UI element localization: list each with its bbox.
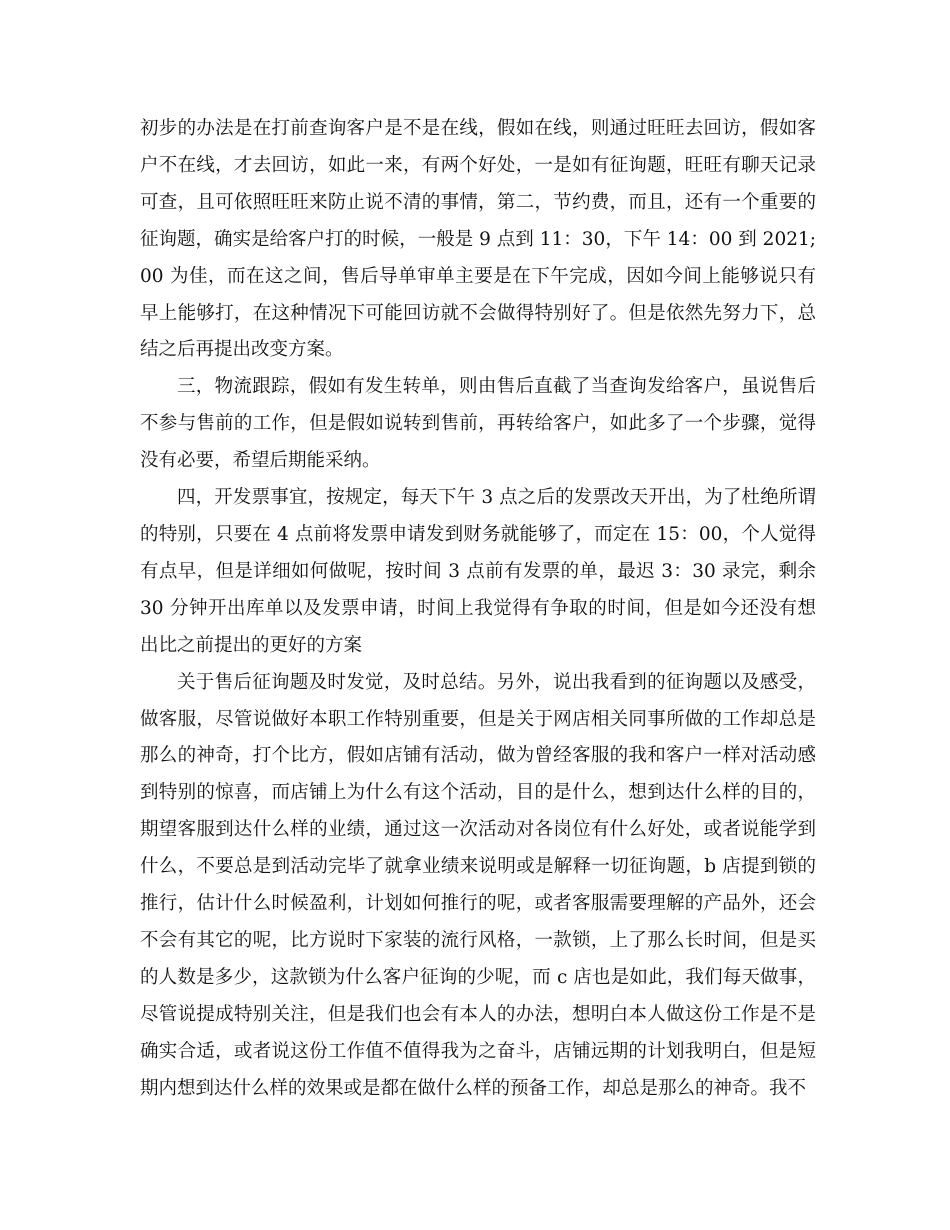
- paragraph-after-sales-issues: 关于售后征询题及时发觉，及时总结。另外，说出我看到的征询题以及感受，做客服，尽管说做好本职工作特别重要，但是关于网店相关同事所做的工作却总是那么的神奇，打个比方，假如店铺有活动，做为曾经客服的我和客户一样对活动感到特别的惊喜，而店铺上为什么有这个活动，目的是什么，想到达什么样的目的，期望客服到达什么样的业绩，通过这一次活动对各岗位有什么好处，或者说能学到什么，不要总是到活动完毕了就拿业绩来说明或是解释一切征询题，b 店提到锁的推行，估计什么时候盈利，计划如何推行的呢，或者客服需要理解的产品外，还会不会有其它的呢，比方说时下家装的流行风格，一款锁，上了那么长时间，但是买的人数是多少，这款锁为什么客户征询的少呢，而 c 店也是如此，我们每天做事，尽管说提成特别关注，但是我们也会有本人的办法，想明白本人做这份工作是不是确实合适，或者说这份工作值不值得我为之奋斗，店铺远期的计划我明白，但是短期内想到达什么样的效果或是都在做什么样的预备工作，却总是那么的神奇。我不: [140, 671, 816, 1099]
- paragraph-continuation: 初步的办法是在打前查询客户是不是在线，假如在线，则通过旺旺去回访，假如客户不在线，才去回访，如此一来，有两个好处，一是如有征询题，旺旺有聊天记录可查，且可依照旺旺来防止说不清的事情，第二，节约费，而且，还有一个重要的征询题，确实是给客户打的时候，一般是 9 点到 11：30，下午 14：00 到 2021;00 为佳，而在这之间，售后导单审单主要是在下午完成，因如今间上能够说只有早上能够打，在这种情况下可能回访就不会做得特别好了。但是依然先努力下，总结之后再提出改变方案。: [140, 118, 816, 361]
- paragraph-invoice-matters: 四，开发票事宜，按规定，每天下午 3 点之后的发票改天开出，为了杜绝所谓的特别，只要在 4 点前将发票申请发到财务就能够了，而定在 15：00，个人觉得有点早，但是详细如何做呢，按时间 3 点前有发票的单，最迟 3：30 录完，剩余 30 分钟开出库单以及发票申请，时间上我觉得有争取的时间，但是如今还没有想出比之前提出的更好的方案: [140, 487, 816, 656]
- document-body: [140, 111, 816, 1107]
- paragraph-logistics-tracking: 三，物流跟踪，假如有发生转单，则由售后直截了当查询发给客户，虽说售后不参与售前的工作，但是假如说转到售前，再转给客户，如此多了一个步骤，觉得没有必要，希望后期能采纳。: [140, 376, 816, 472]
